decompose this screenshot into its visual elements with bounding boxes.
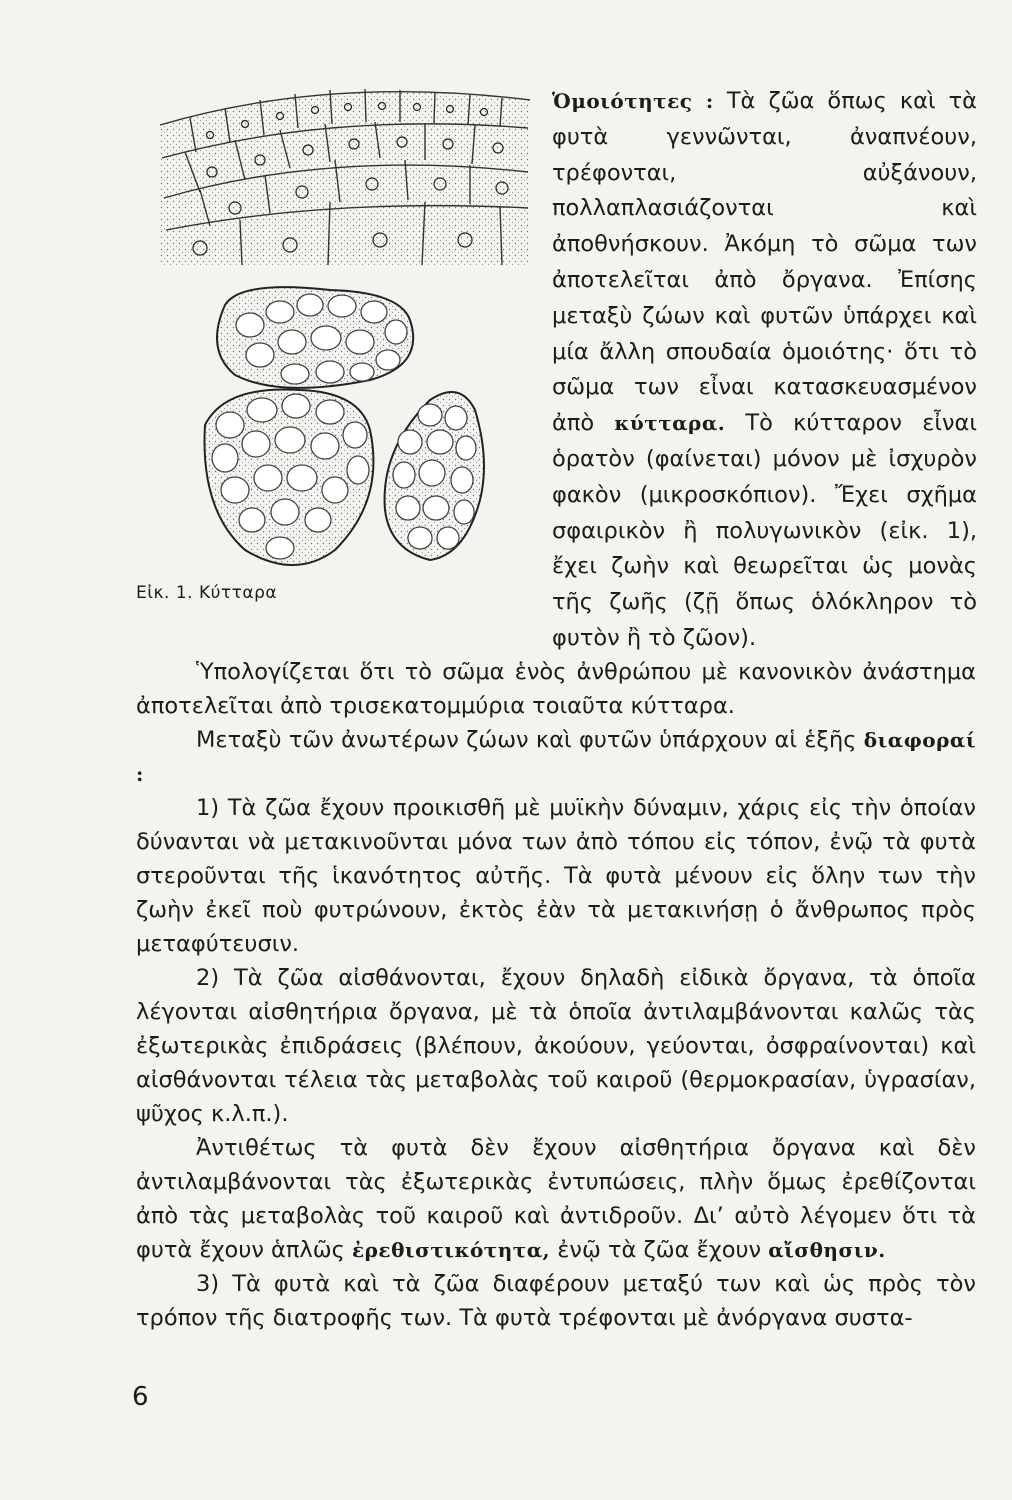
epithelial-tissue [160,89,530,265]
irritability-text-a: Ἀντιθέτως τὰ φυτὰ δὲν ἔχουν αἰσθητήρια ὄργανα καὶ δὲν ἀντιλαμβάνονται τὰς ἐξωτερικὰς ἐντυπώσεις, πλὴν ὅμως ἐρεθίζονται ἀπὸ τὰς μεταβολὰς τοῦ καιροῦ καὶ ἀντιδροῦν. Δι’ αὐτὸ λέγομεν ὅτι τὰ φυτὰ ἔχουν ἁπλῶς [136,1135,976,1263]
similarities-text-1: Τὰ ζῶα ὅπως καὶ τὰ φυτὰ γεννῶνται, ἀναπνέουν, τρέφονται, αὐξάνουν, πολλαπλασιάζονται καὶ ἀποθνήσκουν. Ἀκόμη τὸ σῶμα των ἀποτελεῖται ἀπὸ ὄργανα. Ἐπίσης μεταξὺ ζώων καὶ φυτῶν ὑπάρχει καὶ μία ἄλλη σπουδαία ὁμοιότης· ὅτι τὸ σῶμα των εἶναι κατασκευασμένον ἀπὸ [552,88,977,437]
paragraph-irritability [136,1131,976,1267]
paragraph-difference-3: 3) Τὰ φυτὰ καὶ τὰ ζῶα διαφέρουν μεταξύ των καὶ ὡς πρὸς τὸν τρόπον τῆς διατροφῆς των. Τὰ φυτὰ τρέφονται μὲ ἀνόργανα συστα- [136,1271,976,1331]
paragraph-cell-count: Ὑπολογίζεται ὅτι τὸ σῶμα ἑνὸς ἀνθρώπου μὲ κανονικὸν ἀνάστημα ἀποτελεῖται ἀπὸ τρισεκατομμύρια τοιαῦτα κύτταρα. [136,659,976,719]
paragraph-difference-2: 2) Τὰ ζῶα αἰσθάνονται, ἔχουν δηλαδὴ εἰδικὰ ὄργανα, τὰ ὁποῖα λέγονται αἰσθητήρια ὄργανα, μὲ τὰ ὁποῖα ἀντιλαμβάνονται καλῶς τὰς ἐξωτερικὰς ἐπιδράσεις (βλέπουν, ἀκούουν, γεύονται, ὀσφραίνονται) καὶ αἰσθάνονται τέλεια τὰς μεταβολὰς τοῦ καιροῦ (θερμοκρασίαν, ὑγρασίαν, ψῦχος κ.λ.π.). [136,965,976,1127]
similarities-heading: Ὁμοιότητες : [552,89,714,113]
paragraph-difference-1: 1) Τὰ ζῶα ἔχουν προικισθῆ μὲ μυϊκὴν δύναμιν, χάρις εἰς τὴν ὁποίαν δύνανται νὰ μετακινοῦνται μόνα των ἀπὸ τόπου εἰς τόπον, ἐνῷ τὰ φυτὰ στεροῦνται τῆς ἱκανότητος αὐτῆς. Τὰ φυτὰ μένουν εἰς ὅλην των τὴν ζωὴν ἐκεῖ ποὺ φυτρώνουν, ἐκτὸς ἐὰν τὰ μετακινήσῃ ὁ ἄνθρωπος πρὸς μεταφύτευσιν. [136,795,976,957]
sensation-term: αἴσθησιν. [768,1238,886,1262]
cells-illustration [130,80,545,600]
irritability-term: ἐρεθιστικότητα, [351,1238,551,1262]
paragraph-differences-intro [136,723,976,791]
similarities-paragraph [552,84,977,657]
cell-cluster-left [205,389,374,565]
cell-cluster-middle [217,287,413,388]
main-text-body [136,655,976,1335]
differences-term: διαφοραί : [136,728,976,786]
page-number: 6 [132,1382,149,1412]
cells-term: κύτταρα. [614,411,726,436]
cell-cluster-right [385,392,484,560]
similarities-text-2: Τὸ κύτταρον εἶναι ὁρατὸν (φαίνεται) μόνον μὲ ἰσχυρὸν φακὸν (μικροσκόπιον). Ἔχει σχῆμα σφαιρικὸν ἢ πολυγωνικὸν (εἰκ. 1), ἔχει ζωὴν καὶ θεωρεῖται ὡς μονὰς τῆς ζωῆς (ζῇ ὅπως ὁλόκληρον τὸ φυτὸν ἢ τὸ ζῶον). [552,410,978,651]
cells-drawing [130,80,545,600]
irritability-text-b: ἐνῷ τὰ ζῶα ἔχουν [550,1237,769,1263]
differences-intro-text: Μεταξὺ τῶν ἀνωτέρων ζώων καὶ φυτῶν ὑπάρχουν αἱ ἑξῆς [196,727,864,753]
figure-caption: Εἰκ. 1. Κύτταρα [136,583,278,603]
